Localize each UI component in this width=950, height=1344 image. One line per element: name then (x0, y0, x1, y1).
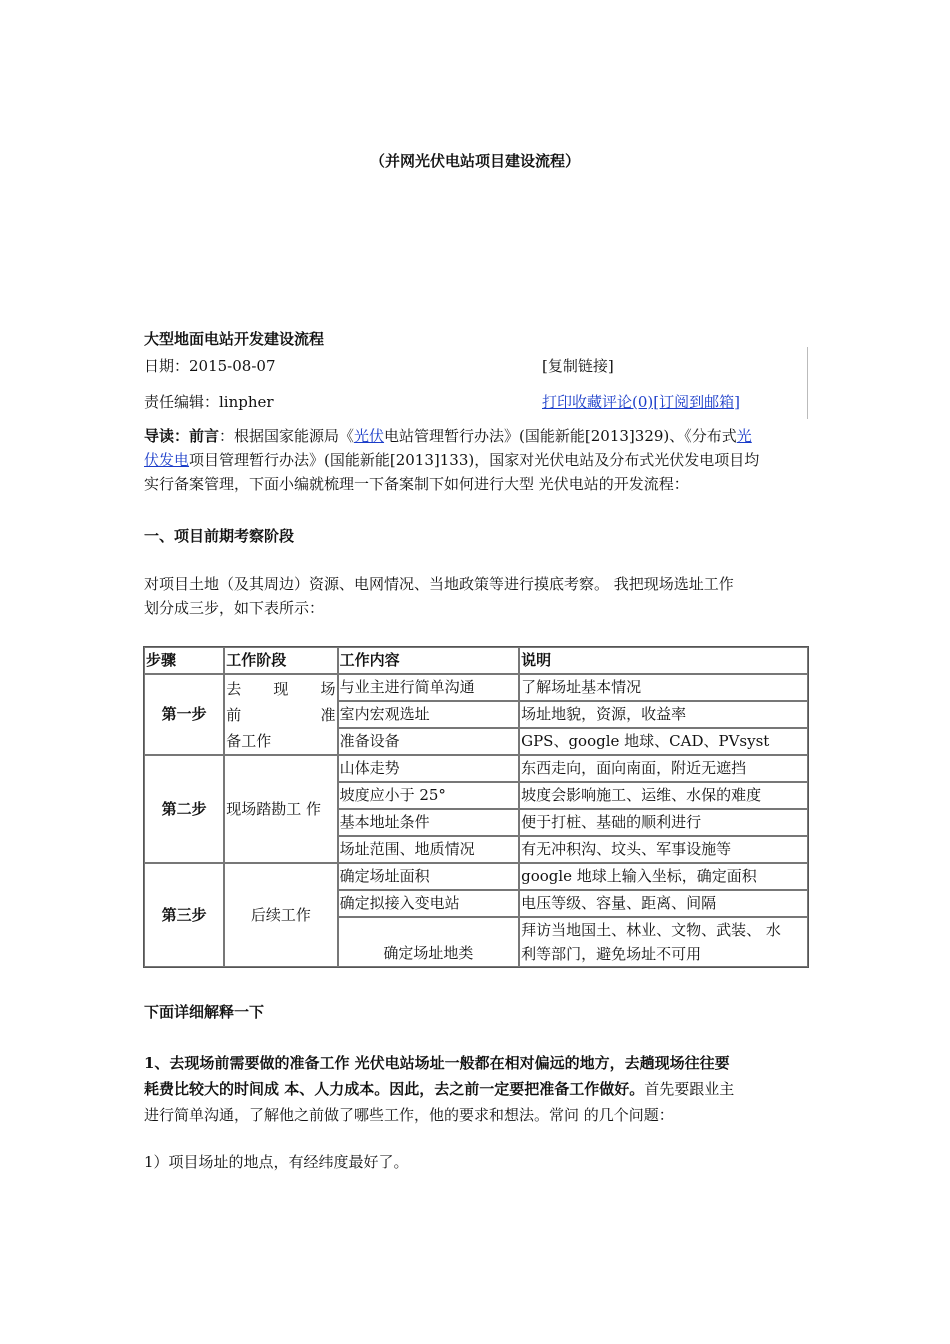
content-cell: 基本地址条件 (338, 809, 520, 836)
content-cell: 场址范围、地质情况 (338, 836, 520, 863)
header-cell: 工作内容 (338, 647, 520, 674)
header-cell: 工作阶段 (224, 647, 337, 674)
stage-cell: 现场踏勘工 作 (224, 755, 337, 863)
stage-cell: 去 现 场 前 准 备工作 (224, 674, 337, 755)
site-selection-table (143, 646, 809, 968)
table-row (144, 755, 808, 782)
note-cell: 有无冲积沟、坟头、军事设施等 (519, 836, 808, 863)
content-cell: 山体走势 (338, 755, 520, 782)
point1-bold: 耗费比较大的时间成 本、人力成本。因此，去之前一定要把准备工作做好。 (144, 1080, 645, 1098)
stage-cell: 后续工作 (224, 863, 337, 967)
header-cell: 说明 (519, 647, 808, 674)
intro-paragraph (144, 424, 808, 496)
document-title: （并网光伏电站项目建设流程） (369, 152, 580, 170)
article-actions-link[interactable]: 打印收藏评论(0)[订阅到邮箱] (542, 393, 740, 411)
note-cell: 便于打桩、基础的顺利进行 (519, 809, 808, 836)
link-guangfu-fadian[interactable]: 光 (736, 427, 752, 445)
article-title: 大型地面电站开发建设流程 (144, 330, 325, 348)
note-cell: google 地球上输入坐标，确定面积 (519, 863, 808, 890)
section-paragraph (144, 572, 808, 620)
table-row (144, 863, 808, 890)
content-cell: 室内宏观选址 (338, 701, 520, 728)
section-text: 对项目土地（及其周边）资源、电网情况、当地政策等进行摸底考察。 我把现场选址工作 (144, 575, 734, 593)
note-cell: 东西走向，面向南面，附近无遮挡 (519, 755, 808, 782)
point1-bold: 1、去现场前需要做的准备工作 光伏电站场址一般都在相对偏远的地方，去趟现场往往要 (144, 1054, 730, 1072)
table-row (144, 674, 808, 701)
copy-link[interactable]: [复制链接] (542, 357, 614, 375)
note-cell: 场址地貌，资源，收益率 (519, 701, 808, 728)
note-cell: 坡度会影响施工、运维、水保的难度 (519, 782, 808, 809)
question-1: 1）项目场址的地点，有经纬度最好了。 (144, 1153, 409, 1171)
point1-text: 进行简单沟通，了解他之前做了哪些工作，他的要求和想法。常问 的几个问题： (144, 1106, 674, 1124)
table-header-row (144, 647, 808, 674)
section-text: 划分成三步，如下表所示： (144, 599, 325, 617)
header-cell: 步骤 (144, 647, 224, 674)
content-cell: 确定拟接入变电站 (338, 890, 520, 917)
intro-text: ：根据国家能源局《 (219, 427, 355, 445)
intro-text: 实行备案管理，下面小编就梳理一下备案制下如何进行大型 光伏电站的开发流程： (144, 475, 689, 493)
link-guangfu-fadian-cont[interactable]: 伏发电 (144, 451, 190, 469)
intro-text: 项目管理暂行办法》(国能新能[2013]133)，国家对光伏电站及分布式光伏发电项目均 (189, 451, 760, 469)
content-cell: 确定场址地类 (338, 917, 520, 967)
point1-paragraph (144, 1050, 808, 1128)
detail-heading: 下面详细解释一下 (144, 1003, 265, 1021)
note-cell: 拜访当地国土、林业、文物、武装、 水 利等部门，避免场址不可用 (519, 917, 808, 967)
note-cell: 了解场址基本情况 (519, 674, 808, 701)
step-label: 第三步 (144, 863, 224, 967)
content-cell: 准备设备 (338, 728, 520, 755)
content-cell: 与业主进行简单沟通 (338, 674, 520, 701)
intro-text: 电站管理暂行办法》(国能新能[2013]329)、《分布式 (384, 427, 737, 445)
note-cell: 电压等级、容量、距离、间隔 (519, 890, 808, 917)
date-label: 日期：2015-08-07 (144, 357, 276, 375)
step-label: 第二步 (144, 755, 224, 863)
editor-label: 责任编辑：linpher (144, 393, 274, 411)
article-meta (144, 347, 808, 419)
section-heading: 一、项目前期考察阶段 (144, 527, 295, 545)
point1-text: 首先要跟业主 (644, 1080, 735, 1098)
content-cell: 坡度应小于 25° (338, 782, 520, 809)
intro-lead: 导读：前言 (144, 427, 220, 445)
link-guangfu[interactable]: 光伏 (354, 427, 385, 445)
content-cell: 确定场址面积 (338, 863, 520, 890)
step-label: 第一步 (144, 674, 224, 755)
note-cell: GPS、google 地球、CAD、PVsyst (519, 728, 808, 755)
